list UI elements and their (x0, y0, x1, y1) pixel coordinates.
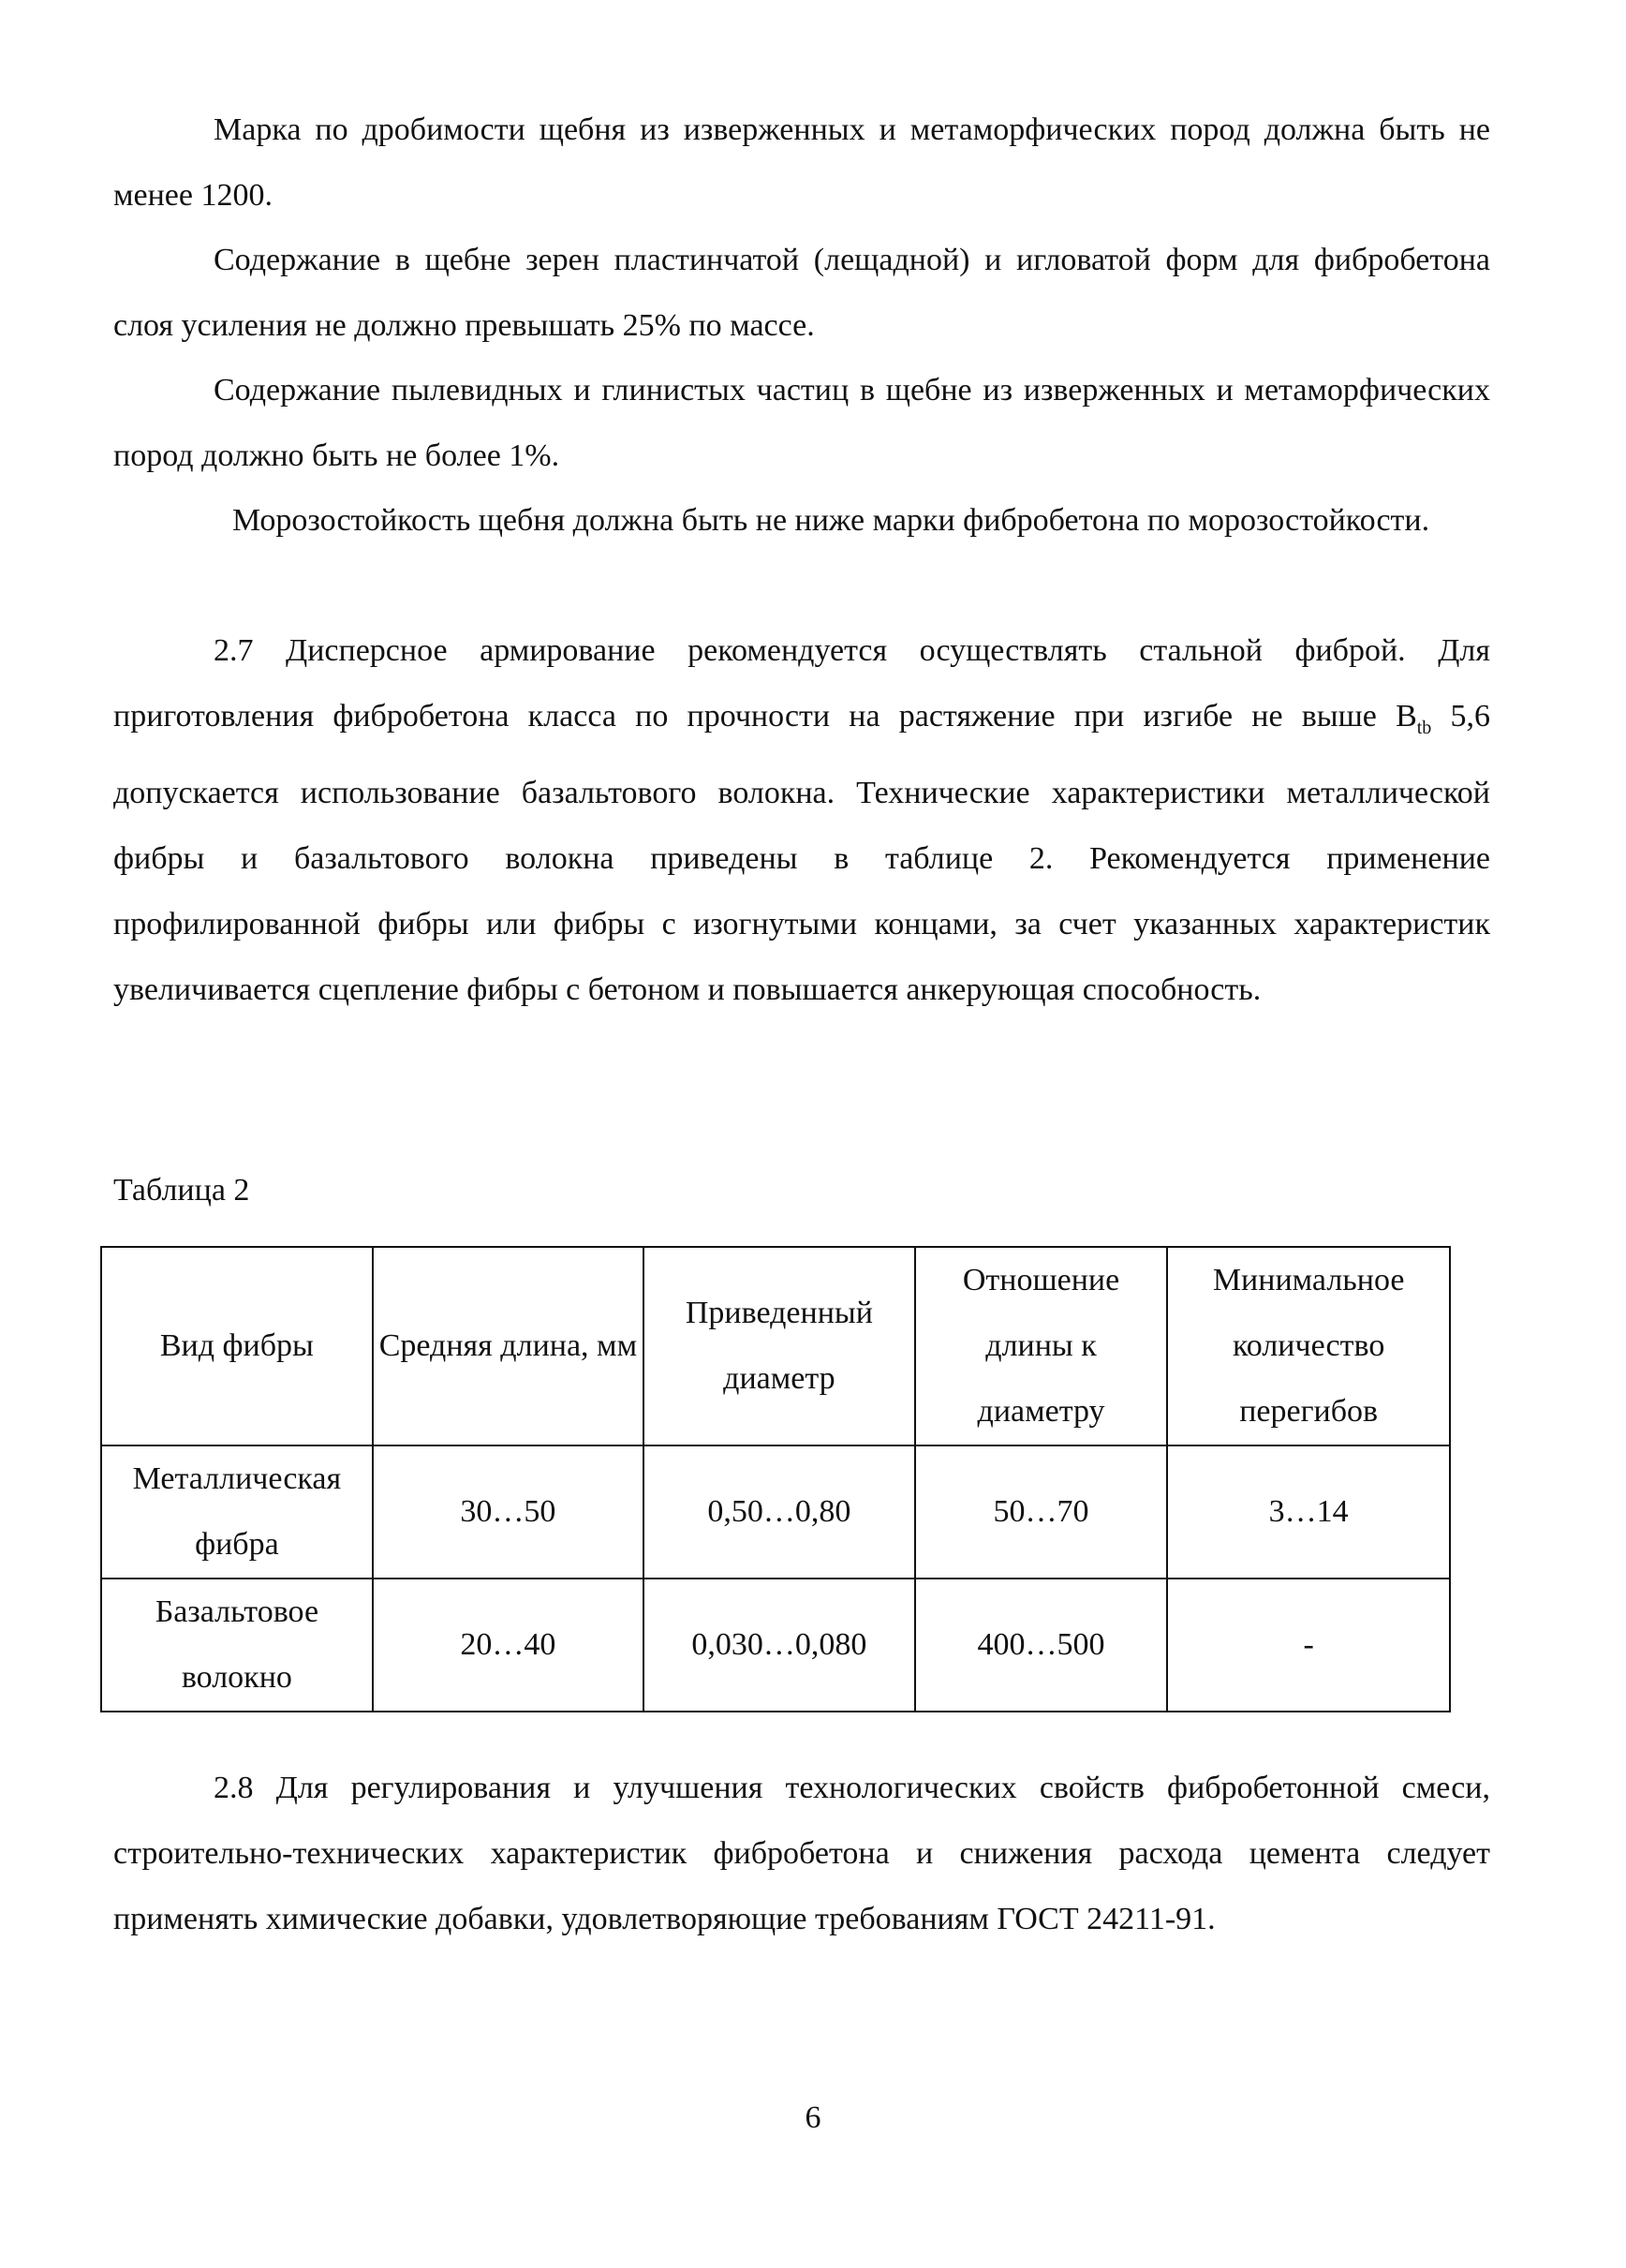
paragraph-frost-text: Морозостойкость щебня должна быть не ниже марки фибробетона по морозостойкости. (232, 503, 1430, 538)
paragraph-frost (113, 488, 1490, 554)
table-caption: Таблица 2 (113, 1173, 250, 1208)
header-length-diameter-ratio: Отношение длины к диаметру (915, 1247, 1168, 1445)
header-reduced-diameter: Приведенный диаметр (643, 1247, 915, 1445)
paragraph-reinforcement (113, 618, 1490, 1023)
cell-fiber-type: Металлическая фибра (101, 1445, 373, 1579)
cell-bends: 3…14 (1167, 1445, 1450, 1579)
paragraph-crushing-text: Марка по дробимости щебня из изверженных и метаморфических пород должна быть не менее 1200. (113, 112, 1490, 213)
paragraph-additives-text: 2.8 Для регулирования и улучшения технологических свойств фибробетонной смеси, строительно-технических характеристик фибробетона и снижения расхода цемента следует применять химические добавки, удовлетворяющие требованиям ГОСТ 24211-91. (113, 1771, 1490, 1936)
cell-ratio: 400…500 (915, 1579, 1168, 1712)
header-average-length: Средняя длина, мм (373, 1247, 643, 1445)
fiber-characteristics-table (100, 1246, 1451, 1712)
cell-ratio: 50…70 (915, 1445, 1168, 1579)
table-header-row (101, 1247, 1450, 1445)
cell-diameter: 0,50…0,80 (643, 1445, 915, 1579)
paragraph-dust (113, 358, 1490, 489)
header-fiber-type: Вид фибры (101, 1247, 373, 1445)
cell-length: 30…50 (373, 1445, 643, 1579)
table-row (101, 1579, 1450, 1712)
header-min-bends: Минимальное количество перегибов (1167, 1247, 1450, 1445)
cell-bends: - (1167, 1579, 1450, 1712)
reinforcement-text-b: 5,6 допускается использование базальтового волокна. Технические характеристики металлической фибры и базальтового волокна приведены в таблице 2. Рекомендуется применение профилированной фибры или фибры с изогнутыми концами, за счет указанных характеристик увеличивается сцепление фибры с бетоном и повышается анкерующая способность. (113, 699, 1490, 1007)
paragraph-grain-shape-text: Содержание в щебне зерен пластинчатой (лещадной) и игловатой форм для фибробетона слоя усиления не должно превышать 25% по массе. (113, 243, 1490, 343)
paragraph-dust-text: Содержание пылевидных и глинистых частиц в щебне из изверженных и метаморфических пород должно быть не более 1%. (113, 373, 1490, 473)
cell-diameter: 0,030…0,080 (643, 1579, 915, 1712)
paragraph-crushing (113, 97, 1490, 229)
paragraph-additives (113, 1756, 1490, 1952)
page-number: 6 (805, 2100, 821, 2135)
cell-fiber-type: Базальтовое волокно (101, 1579, 373, 1712)
table-row (101, 1445, 1450, 1579)
cell-length: 20…40 (373, 1579, 643, 1712)
paragraph-grain-shape (113, 228, 1490, 359)
reinforcement-text-a: 2.7 Дисперсное армирование рекомендуется осуществлять стальной фиброй. Для приготовления фибробетона класса по прочности на растяжение при изгибе не выше B (113, 633, 1490, 734)
paragraph-reinforcement-text (113, 618, 1490, 1023)
reinforcement-subscript: tb (1416, 717, 1432, 738)
